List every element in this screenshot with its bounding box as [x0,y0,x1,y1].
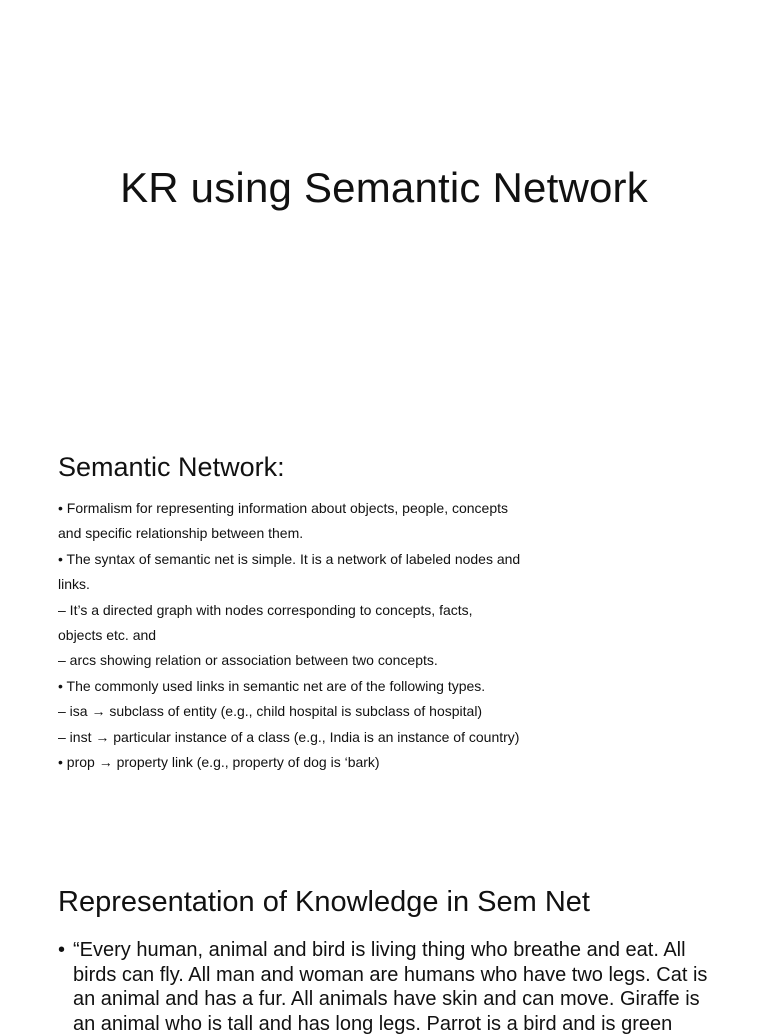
content-line: • The syntax of semantic net is simple. It is a network of labeled nodes and [58,550,521,567]
slide-title: KR using Semantic Network [120,164,648,211]
bullet-text: “Every human, animal and bird is living thing who breathe and eat. All birds can fly. All man and woman are humans who have two legs. Cat is an animal and has a fur. All animals have skin and can move. Giraffe is an animal who is tall and has long legs. Parrot is a bird and is green [73,939,708,1035]
content-line: and specific relationship between them. [58,525,304,542]
slide-heading: Semantic Network: [58,452,285,482]
content-line: • Formalism for representing information about objects, people, concepts [58,500,509,516]
title-slide [0,0,768,420]
content-line: – isa → subclass of entity (e.g., child hospital is subclass of hospital) [58,703,483,720]
content-line: – arcs showing relation or association between two concepts. [58,652,438,669]
content-line: links. [58,576,90,593]
bullet-mark: • [58,939,66,961]
content-line: • prop → property link (e.g., property of dog is ‘bark) [58,754,380,771]
slide-heading: Representation of Knowledge in Sem Net [58,886,590,918]
content-line: objects etc. and [58,627,157,644]
bullet-item [58,938,718,1036]
knowledge-representation-slide [0,876,768,1035]
content-line: – It’s a directed graph with nodes corresponding to concepts, facts, [58,601,473,618]
content-lines [58,496,578,775]
content-line: • The commonly used links in semantic net are of the following types. [58,677,486,694]
semantic-network-slide [0,440,768,820]
content-line: – inst → particular instance of a class (e.g., India is an instance of country) [58,728,520,745]
